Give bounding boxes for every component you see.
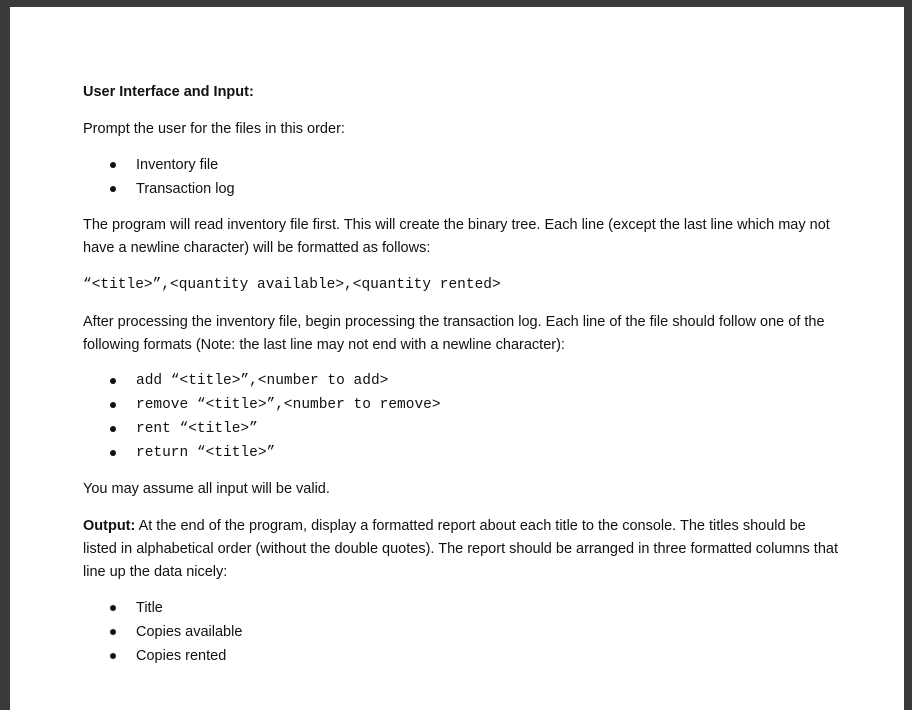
bullet-icon: [110, 426, 116, 432]
list-item: remove “<title>”,<number to remove>: [83, 393, 843, 417]
output-description: At the end of the program, display a formatted report about each title to the console. The titles should be listed in alphabetical order (without the double quotes). The report should be arranged in three formatted columns that line up the data nicely:: [83, 518, 838, 580]
bullet-icon: [110, 402, 116, 408]
transaction-format-list: [83, 369, 843, 465]
output-paragraph: [83, 515, 843, 584]
ui-input-heading: User Interface and Input:: [83, 84, 254, 100]
list-item: return “<title>”: [83, 441, 843, 465]
report-columns-list: [83, 596, 843, 668]
document-content: [83, 81, 843, 668]
bullet-icon: [110, 450, 116, 456]
bullet-icon: [110, 629, 116, 635]
file-order-list: [83, 153, 843, 201]
list-item: rent “<title>”: [83, 417, 843, 441]
bullet-icon: [110, 378, 116, 384]
document-page: [10, 7, 904, 710]
valid-input-note: You may assume all input will be valid.: [83, 481, 330, 497]
list-item: Title: [83, 596, 843, 620]
bullet-icon: [110, 605, 116, 611]
output-label: Output:: [83, 518, 136, 534]
list-item: Inventory file: [83, 153, 843, 177]
inventory-format-line: “<title>”,<quantity available>,<quantity rented>: [83, 277, 501, 293]
bullet-icon: [110, 653, 116, 659]
list-item: Transaction log: [83, 177, 843, 201]
bullet-icon: [110, 162, 116, 168]
list-item: Copies available: [83, 620, 843, 644]
list-item: add “<title>”,<number to add>: [83, 369, 843, 393]
prompt-paragraph: Prompt the user for the files in this order:: [83, 121, 345, 137]
inventory-paragraph: The program will read inventory file first. This will create the binary tree. Each line (except the last line which may not have a newline character) will be formatted as follows:: [83, 217, 830, 256]
bullet-icon: [110, 186, 116, 192]
transaction-paragraph: After processing the inventory file, begin processing the transaction log. Each line of the file should follow one of the following formats (Note: the last line may not end with a newline character):: [83, 314, 825, 353]
list-item: Copies rented: [83, 644, 843, 668]
